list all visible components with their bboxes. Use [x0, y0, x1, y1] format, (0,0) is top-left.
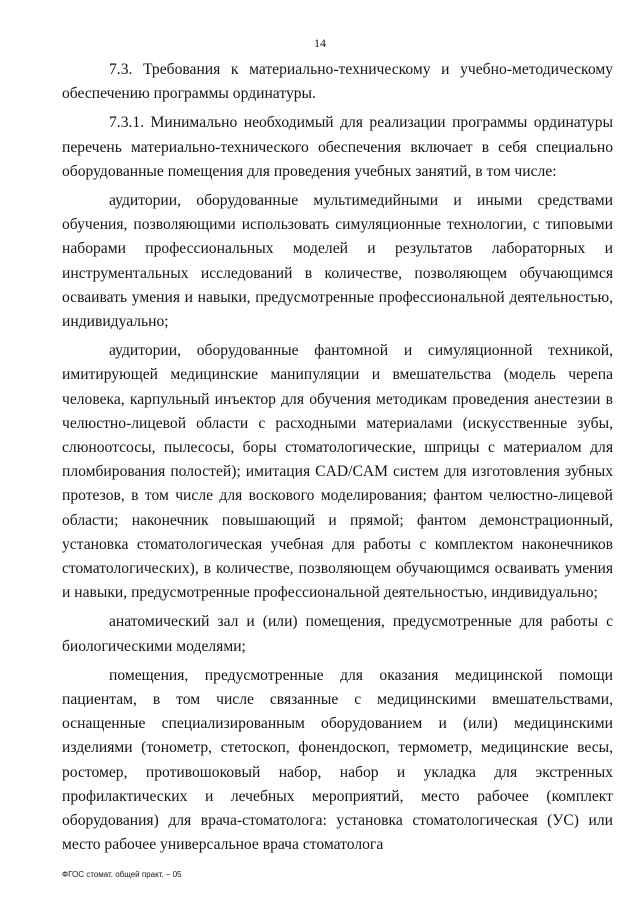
- paragraph-anatomical-hall: анатомический зал и (или) помещения, предусмотренные для работы с биологическими моделями;: [62, 613, 613, 655]
- page-number: 14: [314, 36, 326, 50]
- section-heading-7-3: 7.3. Требования к материально-техническому и учебно-методическому обеспечению программы ординатуры.: [62, 61, 613, 103]
- document-body: [62, 58, 613, 863]
- paragraph-multimedia-auditoriums: аудитории, оборудованные мультимедийными и иными средствами обучения, позволяющими использовать симуляционные технологии, с типовыми наборами профессиональных моделей и результатов лабораторных и инструментальных исследований в количестве, позволяющем обучающимся осваивать умения и навыки, предусмотренные профессиональной деятельностью, индивидуально;: [62, 192, 613, 331]
- paragraph-7-3-1: 7.3.1. Минимально необходимый для реализации программы ординатуры перечень материально-технического обеспечения включает в себя специально оборудованные помещения для проведения учебных занятий, в том числе:: [62, 114, 613, 180]
- paragraph-medical-care-rooms: помещения, предусмотренные для оказания медицинской помощи пациентам, в том числе связанные с медицинскими вмешательствами, оснащенные специализированным оборудованием и (или) медицинскими изделиями (тонометр, стетоскоп, фонендоскоп, термометр, медицинские весы, ростомер, противошоковый набор, набор и укладка для экстренных профилактических и лечебных мероприятий, место рабочее (комплект оборудования) для врача-стоматолога: установка стоматологическая (УС) или место рабочее универсальное врача стоматолога: [62, 666, 613, 854]
- paragraph-phantom-auditoriums: аудитории, оборудованные фантомной и симуляционной техникой, имитирующей медицинские манипуляции и вмешательства (модель черепа человека, карпульный инъектор для обучения методикам проведения анестезии в челюстно-лицевой области с расходными материалами (искусственные зубы, слюноотсосы, пылесосы, боры стоматологические, шприцы с материалом для пломбирования полостей); имитация CAD/CAM систем для изготовления зубных протезов, в том числе для воскового моделирования; фантом челюстно-лицевой области; наконечник повышающий и прямой; фантом демонстрационный, установка стоматологическая учебная для работы с комплектом наконечников стоматологических), в количестве, позволяющем обучающимся осваивать умения и навыки, предусмотренные профессиональной деятельностью, индивидуально;: [62, 342, 613, 602]
- page-footer: ФГОС стомат. общей практ. – 05: [62, 870, 182, 879]
